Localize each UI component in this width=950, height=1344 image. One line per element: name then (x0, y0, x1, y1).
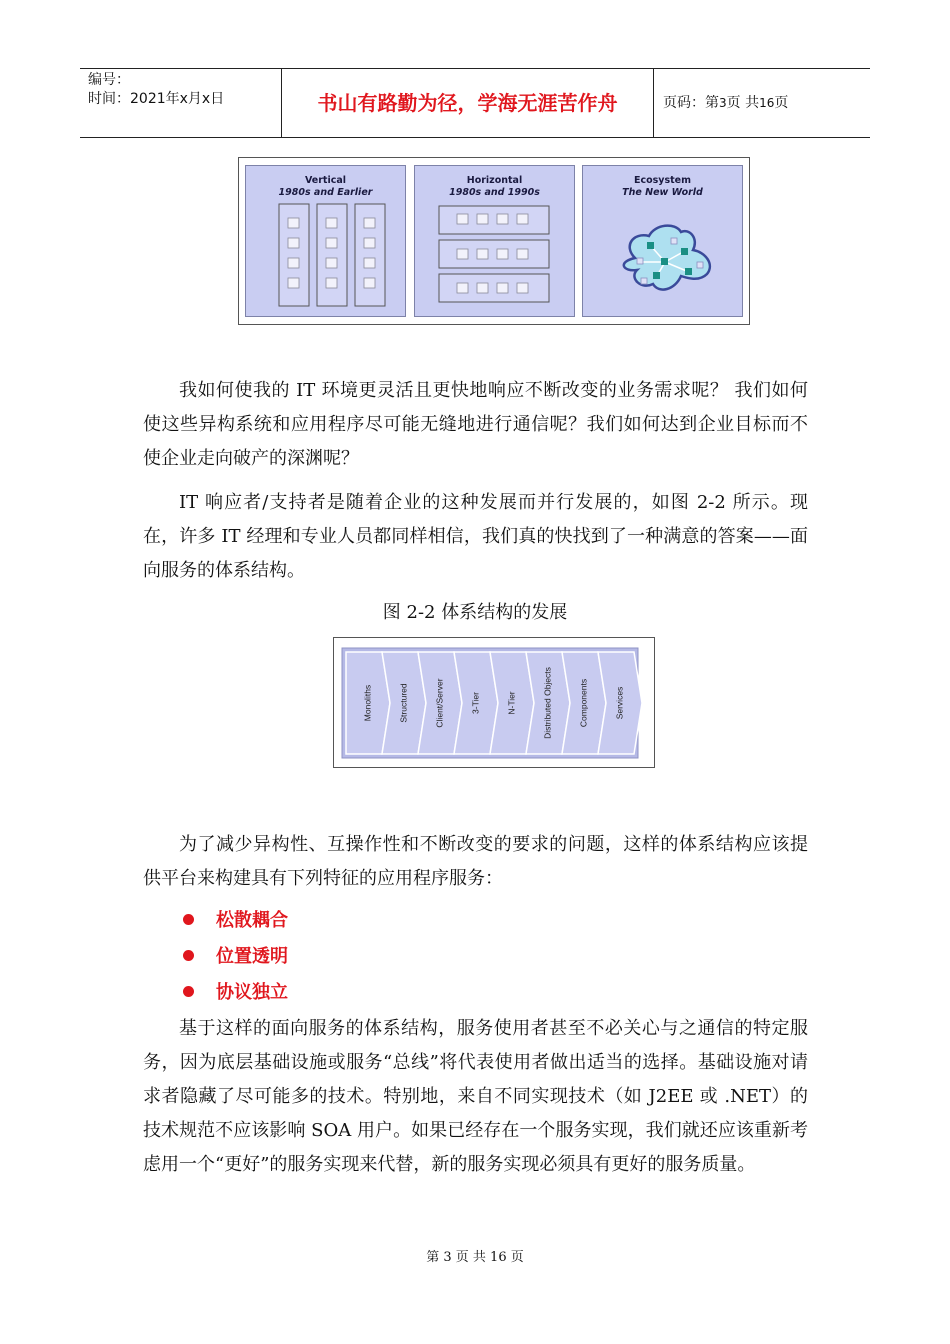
chevron-stages-diagram (334, 638, 653, 766)
stage-label: Client/Server (434, 678, 445, 728)
stage-label: 3-Tier (470, 692, 481, 714)
header-page-info: 页码：第3页 共16页 (663, 95, 789, 111)
bullet-dot-icon (183, 986, 194, 997)
bullet-dot-icon (183, 914, 194, 925)
bullet-item: 协议独立 (183, 978, 288, 1004)
panel-subtitle: The New World (622, 187, 703, 198)
body-paragraph: 为了减少异构性、互操作性和不断改变的要求的问题，这样的体系结构应该提供平台来构建具有下列特征的应用程序服务： (143, 834, 808, 889)
body-paragraph: 基于这样的面向服务的体系结构，服务使用者甚至不必关心与之通信的特定服务，因为底层基础设施或服务“总线”将代表使用者做出适当的选择。基础设施对请求者隐藏了尽可能多的技术。特别地，来自不同实现技术（如 J2EE 或 .NET）的技术规范不应该影响 SOA 用户。如果已经存在一个服务实现，我们就还应该重新考虑用一个“更好”的服务实现来代替，新的服务实现必须具有更好的服务质量。 (143, 1018, 808, 1175)
header-divider (653, 69, 654, 137)
horizontal-layers-diagram (415, 166, 574, 316)
bullet-item: 松散耦合 (183, 906, 288, 932)
vertical-silos-diagram (246, 166, 405, 316)
panel-subtitle: 1980s and Earlier (278, 187, 373, 198)
stage-label: Distributed Objects (542, 667, 553, 739)
figure-caption: 图 2-2 体系结构的发展 (382, 602, 568, 623)
stage-label: Components (578, 678, 589, 728)
bullet-item: 位置透明 (183, 942, 288, 968)
panel-subtitle: 1980s and 1990s (449, 187, 540, 198)
ecosystem-panel (582, 165, 743, 317)
body-paragraph: IT 响应者/支持者是随着企业的这种发展而并行发展的，如图 2-2 所示。现在，许多 IT 经理和专业人员都同样相信，我们真的快找到了一种满意的答案——面向服务的体系结构。 (143, 492, 808, 581)
header-meta (80, 69, 280, 137)
ecosystem-network-diagram (583, 166, 742, 316)
evolution-stages-figure (333, 637, 655, 768)
bullet-dot-icon (183, 950, 194, 961)
page-footer: 第 3 页 共 16 页 (426, 1250, 524, 1265)
horizontal-panel (414, 165, 575, 317)
panel-title: Vertical (304, 175, 347, 186)
body-paragraph: 我如何使我的 IT 环境更灵活且更快地响应不断改变的业务需求呢？ 我们如何使这些异构系统和应用程序尽可能无缝地进行通信呢？我们如何达到企业目标而不使企业走向破产的深渊呢？ (143, 380, 808, 469)
stage-label: N-Tier (506, 691, 517, 715)
header-motto: 书山有路勤为径，学海无涯苦作舟 (317, 91, 618, 115)
panel-title: Horizontal (466, 175, 523, 186)
stage-label: Services (614, 686, 625, 720)
doc-number-label: 编号： (88, 72, 130, 88)
page-header (80, 68, 870, 138)
panel-title: Ecosystem (633, 175, 692, 186)
doc-date-label: 时间：2021年x月x日 (88, 91, 225, 107)
stage-label: Monoliths (362, 684, 373, 722)
architecture-evolution-figure (238, 157, 750, 325)
vertical-panel (245, 165, 406, 317)
stage-label: Structured (398, 683, 409, 723)
